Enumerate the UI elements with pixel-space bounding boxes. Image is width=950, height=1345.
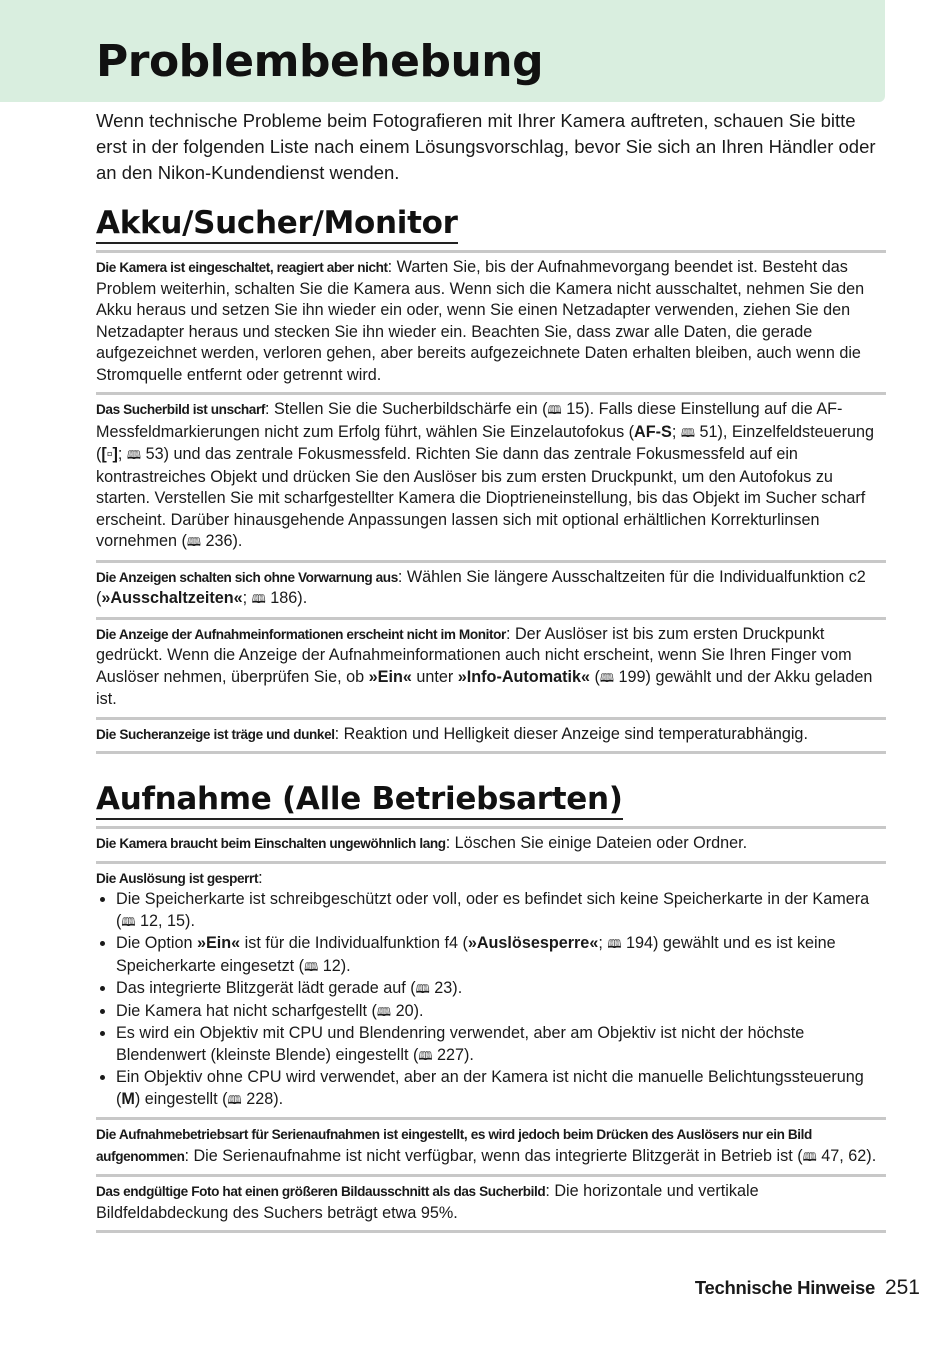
entry-term: Die Kamera ist eingeschaltet, reagiert aber nicht (96, 260, 388, 275)
intro-paragraph: Wenn technische Probleme beim Fotografieren mit Ihrer Kamera auftreten, schauen Sie bitte erst in der folgenden Liste nach einem Lösungsvorschlag, bevor Sie sich an Ihren Händler oder an den Nikon-Kundendienst wenden. (96, 110, 876, 183)
list-item: • Die Option »Ein« ist für die Individualfunktion f4 (»Auslösesperre«; 🕮 194) gewählt und es ist keine Speicherkarte eingesetzt (🕮 12). (116, 933, 886, 978)
page-number: 251 (884, 1276, 920, 1299)
entry-viewfinder-blurry: Das Sucherbild ist unscharf: Stellen Sie die Sucherbildschärfe ein (🕮 15). Falls diese Einstellung auf die AF-Messfeldmarkierungen nicht zum Erfolg führt, wählen Sie Einzelautofokus (AF-S; 🕮 51), Einzelfeldsteuerung ([▫]; 🕮 53) und das zentrale Fokusmessfeld. Richten Sie dann das zentrale Fokusmessfeld auf ein kontrastreiches Objekt und drücken Sie den Auslöser bis zum ersten Druckpunkt, um den Autofokus zu starten. Verstellen Sie mit scharfgestellter Kamera die Dioptrieneinstellung, bis das Objekt im Sucher scharf erscheint. Darüber hinausgehende Anpassungen lassen sich mit optional erhältlichen Korrekturlinsen vornehmen (🕮 236). (96, 395, 886, 563)
list-item: • Es wird ein Objektiv mit CPU und Blendenring verwendet, aber am Objektiv ist nicht der höchste Blendenwert (kleinste Blende) eingestellt (🕮 227). (116, 1023, 886, 1067)
list-item: • Die Kamera hat nicht scharfgestellt (🕮 20). (116, 1001, 886, 1024)
book-icon: 🕮 (599, 670, 615, 685)
book-icon: 🕮 (418, 1048, 433, 1063)
entry-displays-turn-off: Die Anzeigen schalten sich ohne Vorwarnung aus: Wählen Sie längere Ausschaltzeiten für die Individualfunktion c2 (»Ausschaltzeiten«; 🕮 186). (96, 563, 886, 620)
entry-term: Die Aufnahmebetriebsart für Serienaufnahmen ist eingestellt, es wird jedoch beim Drücken des Auslösers nur ein Bild aufgenommen (96, 1127, 812, 1164)
book-icon: 🕮 (227, 1092, 242, 1107)
entry-info-display-missing: Die Anzeige der Aufnahmeinformationen erscheint nicht im Monitor: Der Auslöser ist bis zum ersten Druckpunkt gedrückt. Wenn die Anzeige der Aufnahmeinformationen auch nicht erscheint, wenn Sie Ihren Finger vom Auslöser nehmen, überprüfen Sie, ob »Ein« unter »Info-Automatik« (🕮 199) gewählt und der Akku geladen ist. (96, 620, 886, 720)
book-icon: 🕮 (121, 914, 136, 929)
book-icon: 🕮 (251, 592, 266, 606)
entry-term: Die Anzeige der Aufnahmeinformationen erscheint nicht im Monitor (96, 626, 506, 642)
book-icon: 🕮 (415, 982, 430, 996)
entry-frame-coverage: Das endgültige Foto hat einen größeren Bildausschnitt als das Sucherbild: Die horizontale und vertikale Bildfeldabdeckung des Suchers beträgt etwa 95%. (96, 1177, 886, 1233)
entry-viewfinder-slow-dark: Die Sucheranzeige ist träge und dunkel: Reaktion und Helligkeit dieser Anzeige sind temperaturabhängig. (96, 720, 886, 755)
book-icon: 🕮 (547, 403, 562, 417)
entry-term: Das Sucherbild ist unscharf (96, 402, 265, 417)
entry-continuous-single-shot: Die Aufnahmebetriebsart für Serienaufnahmen ist eingestellt, es wird jedoch beim Drücken des Auslösers nur ein Bild aufgenommen: Die Serienaufnahme ist nicht verfügbar, wenn das integrierte Blitzgerät in Betrieb ist (🕮 47, 62). (96, 1120, 886, 1177)
section-heading-akku: Akku/Sucher/Monitor (96, 204, 886, 242)
bullet-list (96, 889, 886, 1111)
entry-term: Die Auslösung ist gesperrt (96, 870, 259, 886)
entry-term: Die Kamera braucht beim Einschalten ungewöhnlich lang (96, 836, 446, 851)
page-title: Problembehebung (96, 36, 544, 87)
book-icon: 🕮 (304, 959, 319, 974)
footer-section-label: Technische Hinweise (694, 1277, 875, 1298)
page-content (96, 108, 886, 1233)
entry-term: Die Anzeigen schalten sich ohne Vorwarnung aus (96, 569, 398, 585)
list-item: • Die Speicherkarte ist schreibgeschützt oder voll, oder es befindet sich keine Speicherkarte in der Kamera (🕮 12, 15). (116, 889, 886, 933)
entry-slow-startup: Die Kamera braucht beim Einschalten ungewöhnlich lang: Löschen Sie einige Dateien oder Ordner. (96, 829, 886, 864)
section-heading-aufnahme: Aufnahme (Alle Betriebsarten) (96, 780, 886, 818)
book-icon: 🕮 (186, 535, 202, 549)
entry-camera-not-responding: Die Kamera ist eingeschaltet, reagiert aber nicht: Warten Sie, bis der Aufnahmevorgang beendet ist. Besteht das Problem weiterhin, schalten Sie die Kamera aus. Wenn sich die Kamera nicht ausschaltet, nehmen Sie den Akku heraus und setzen Sie ihn wieder ein oder, wenn Sie einen Netzadapter verwenden, ziehen Sie den Netzadapter heraus und stecken Sie ihn wieder ein. Beachten Sie, dass zwar alle Daten, die gerade aufgezeichnet werden, verloren gehen, aber bereits aufgezeichnete Daten erhalten bleiben, auch wenn die Stromquelle entfernt oder getrennt wird. (96, 253, 886, 395)
list-item: • Ein Objektiv ohne CPU wird verwendet, aber an der Kamera ist nicht die manuelle Belichtungssteuerung (M) eingestellt (🕮 228). (116, 1067, 886, 1111)
list-item: • Das integrierte Blitzgerät lädt gerade auf (🕮 23). (116, 978, 886, 1001)
entry-term: Die Sucheranzeige ist träge und dunkel (96, 726, 335, 742)
page-footer (695, 1276, 920, 1300)
book-icon: 🕮 (126, 448, 142, 462)
book-icon: 🕮 (802, 1149, 817, 1164)
book-icon: 🕮 (607, 937, 622, 951)
entry-shutter-locked: Die Auslösung ist gesperrt: • Die Speicherkarte ist schreibgeschützt oder voll, oder es befindet sich keine Speicherkarte in der Kamera (🕮 12, 15). • Die Option »Ein« ist für die Individualfunktion f4 (»Auslösesperre«; 🕮 194) gewählt und es ist keine Speicherkarte eingesetzt (🕮 12). • Das integrierte Blitzgerät lädt gerade auf (🕮 23). • Die Kamera hat nicht scharfgestellt (🕮 20). • Es wird ein Objektiv mit CPU und Blendenring verwendet, aber am Objektiv ist nicht der höchste Blendenwert (kleinste Blende) eingestellt (🕮 227). • Ein Objektiv ohne CPU wird verwendet, aber an der Kamera ist nicht die manuelle Belichtungssteuerung (M) eingestellt (🕮 228). (96, 864, 886, 1121)
entry-term: Das endgültige Foto hat einen größeren Bildausschnitt als das Sucherbild (96, 1184, 546, 1199)
book-icon: 🕮 (680, 425, 695, 440)
book-icon: 🕮 (376, 1004, 392, 1019)
